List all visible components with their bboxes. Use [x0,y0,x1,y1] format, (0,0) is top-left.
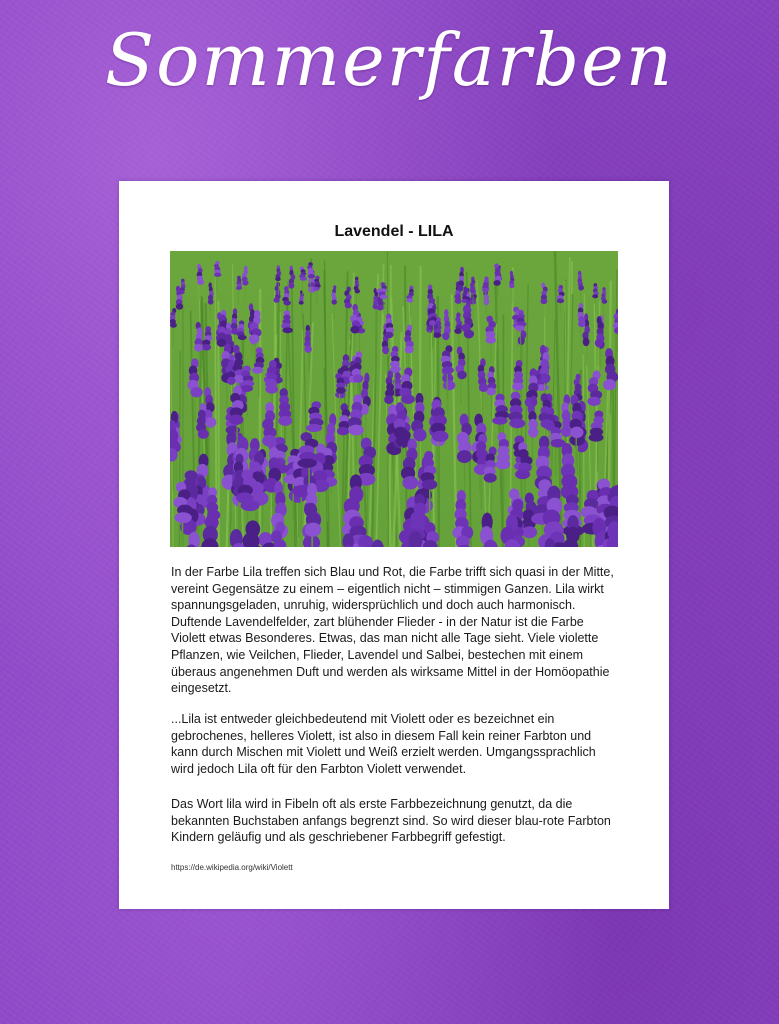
source-link[interactable]: https://de.wikipedia.org/wiki/Violett [171,863,293,872]
lavender-field-image [170,251,618,547]
paragraph-3: Das Wort lila wird in Fibeln oft als erste Farbbezeichnung genutzt, da die bekannten Buchstaben anfangs begrenzt sind. So wird dieser blau-rote Farbton Kindern geläufig und als geschriebener Farbbegriff gefestigt. [171,797,611,845]
card-heading: Lavendel - LILA [334,223,454,240]
paragraph-1: In der Farbe Lila treffen sich Blau und Rot, die Farbe trifft sich quasi in der Mitte, vereint Gegensätze zu einem – eigentlich nicht – stimmigen Ganzen. Lila wirkt spannungsgeladen, unruhig, widersprüchlich und doch auch harmonisch. Duftende Lavendelfelder, zart blühender Flieder - in der Natur ist die Farbe Violett etwas Besonderes. Etwas, das man nicht alle Tage sieht. Viele violette Pflanzen, wie Veilchen, Flieder, Lavendel und Salbei, bestechen mit einem überaus angenehmen Duft und werden als wirksame Mittel in der Homöopathie eingesetzt. [171,565,614,696]
content-card [119,181,669,909]
lavender-photo [170,251,618,547]
paragraph-2: ...Lila ist entweder gleichbedeutend mit Violett oder es bezeichnet ein gebrochenes, helleres Violett, ist also in diesem Fall kein reiner Farbton und kann durch Mischen mit Violett und Weiß erzielt werden. Umgangssprachlich wird jedoch Lila oft für den Farbton Violett verwendet. [171,712,596,776]
page-title: Sommerfarben [104,18,675,102]
